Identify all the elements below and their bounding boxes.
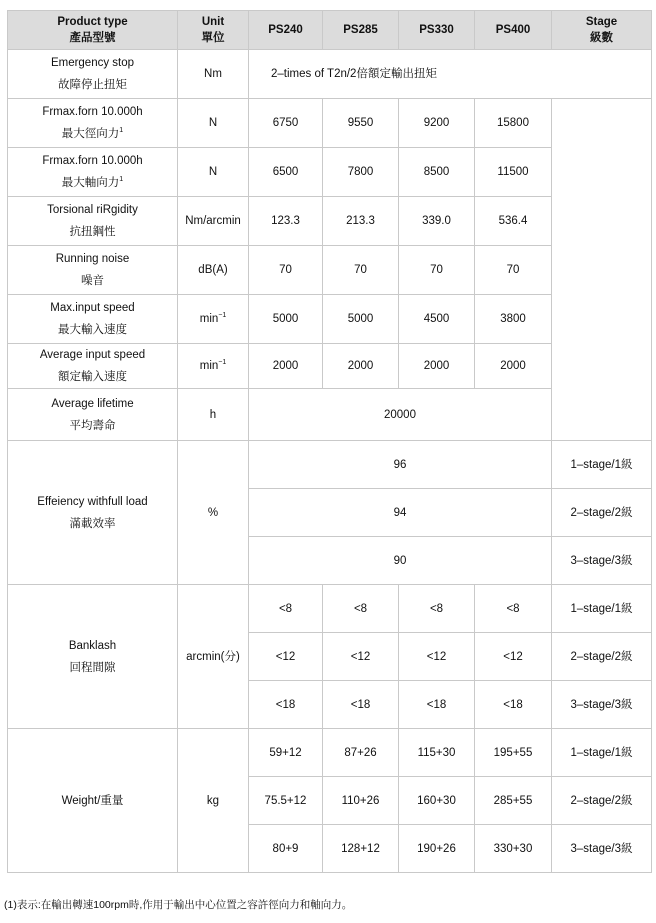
cell: 110+26 (323, 777, 399, 825)
emergency-stop-value: 2–times of T2n/2倍額定輸出扭矩 (249, 50, 652, 99)
stage-label: 1–stage/1級 (552, 441, 652, 489)
row-label: Frmax.forn 10.000h 最大徑向力$^1$ (8, 99, 178, 148)
cell: 5000 (249, 295, 323, 344)
header-stage: Stage 級數 (552, 11, 652, 50)
cell: 128+12 (323, 825, 399, 873)
cell: 70 (475, 246, 552, 295)
cell: 160+30 (399, 777, 475, 825)
stage-label: 3–stage/3級 (552, 681, 652, 729)
cell: 70 (399, 246, 475, 295)
row-weight (8, 729, 652, 777)
cell: 96 (249, 441, 552, 489)
row-emergency-stop (8, 50, 652, 99)
cell: 6750 (249, 99, 323, 148)
cell: <8 (249, 585, 323, 633)
row-label: Frmax.forn 10.000h 最大軸向力$^1$ (8, 148, 178, 197)
spec-table (7, 10, 652, 873)
cell: 2000 (323, 344, 399, 389)
row-unit: $\min^{-1}$ (178, 344, 249, 389)
cell: 8500 (399, 148, 475, 197)
stage-label: 2–stage/2級 (552, 777, 652, 825)
cell: 5000 (323, 295, 399, 344)
lifetime-value: 20000 (249, 389, 552, 441)
cell: 2000 (475, 344, 552, 389)
cell: 9550 (323, 99, 399, 148)
stage-label: 3–stage/3級 (552, 537, 652, 585)
row-label: Torsional riRgidity 抗扭鋼性 (8, 197, 178, 246)
row-label: Weight/重量 (8, 729, 178, 873)
row-label: Max.input speed 最大輸入速度 (8, 295, 178, 344)
row-unit: h (178, 389, 249, 441)
cell: 330+30 (475, 825, 552, 873)
row-unit: Nm (178, 50, 249, 99)
header-model: PS330 (399, 11, 475, 50)
cell: <12 (399, 633, 475, 681)
row-efficiency (8, 441, 652, 489)
cell: 6500 (249, 148, 323, 197)
cell: <18 (475, 681, 552, 729)
cell: 75.5+12 (249, 777, 323, 825)
cell: <18 (249, 681, 323, 729)
cell: <8 (475, 585, 552, 633)
cell: 59+12 (249, 729, 323, 777)
row-unit: dB(A) (178, 246, 249, 295)
cell: 536.4 (475, 197, 552, 246)
cell: 90 (249, 537, 552, 585)
row-unit: % (178, 441, 249, 585)
row-label: Average input speed 額定輸入速度 (8, 344, 178, 389)
row-unit: N (178, 99, 249, 148)
cell: 15800 (475, 99, 552, 148)
cell: 213.3 (323, 197, 399, 246)
row-label: Emergency stop 故障停止扭矩 (8, 50, 178, 99)
stage-label: 3–stage/3級 (552, 825, 652, 873)
cell: 123.3 (249, 197, 323, 246)
stage-label: 2–stage/2級 (552, 633, 652, 681)
cell: 70 (249, 246, 323, 295)
row-unit: N (178, 148, 249, 197)
cell: <12 (249, 633, 323, 681)
cell: 3800 (475, 295, 552, 344)
cell: 7800 (323, 148, 399, 197)
footnote: (1)表示:在輸出轉速100rpm時,作用于輸出中心位置之容許徑向力和軸向力。 (4, 899, 353, 911)
row-label: Average lifetime 平均壽命 (8, 389, 178, 441)
row-radial-force (8, 99, 652, 148)
cell: 80+9 (249, 825, 323, 873)
cell: <8 (323, 585, 399, 633)
row-unit: arcmin(分) (178, 585, 249, 729)
cell: 70 (323, 246, 399, 295)
cell: 4500 (399, 295, 475, 344)
cell: 190+26 (399, 825, 475, 873)
header-unit: Unit 單位 (178, 11, 249, 50)
row-label: Effeiency withfull load 滿載效率 (8, 441, 178, 585)
header-product-type: Product type 產品型號 (8, 11, 178, 50)
header-model: PS400 (475, 11, 552, 50)
cell: <12 (475, 633, 552, 681)
stage-blank (552, 99, 652, 441)
cell: <18 (323, 681, 399, 729)
cell: 11500 (475, 148, 552, 197)
row-label: Banklash 回程間隙 (8, 585, 178, 729)
cell: 2000 (399, 344, 475, 389)
cell: 285+55 (475, 777, 552, 825)
cell: <12 (323, 633, 399, 681)
cell: <8 (399, 585, 475, 633)
header-row (8, 11, 652, 50)
stage-label: 1–stage/1級 (552, 729, 652, 777)
cell: 87+26 (323, 729, 399, 777)
row-label: Running noise 噪音 (8, 246, 178, 295)
cell: 9200 (399, 99, 475, 148)
cell: 115+30 (399, 729, 475, 777)
cell: 195+55 (475, 729, 552, 777)
stage-label: 2–stage/2級 (552, 489, 652, 537)
cell: <18 (399, 681, 475, 729)
cell: 94 (249, 489, 552, 537)
header-model: PS285 (323, 11, 399, 50)
row-backlash (8, 585, 652, 633)
stage-label: 1–stage/1級 (552, 585, 652, 633)
cell: 339.0 (399, 197, 475, 246)
row-unit: $\min^{-1}$ (178, 295, 249, 344)
row-unit: Nm/arcmin (178, 197, 249, 246)
cell: 2000 (249, 344, 323, 389)
header-model: PS240 (249, 11, 323, 50)
row-unit: kg (178, 729, 249, 873)
